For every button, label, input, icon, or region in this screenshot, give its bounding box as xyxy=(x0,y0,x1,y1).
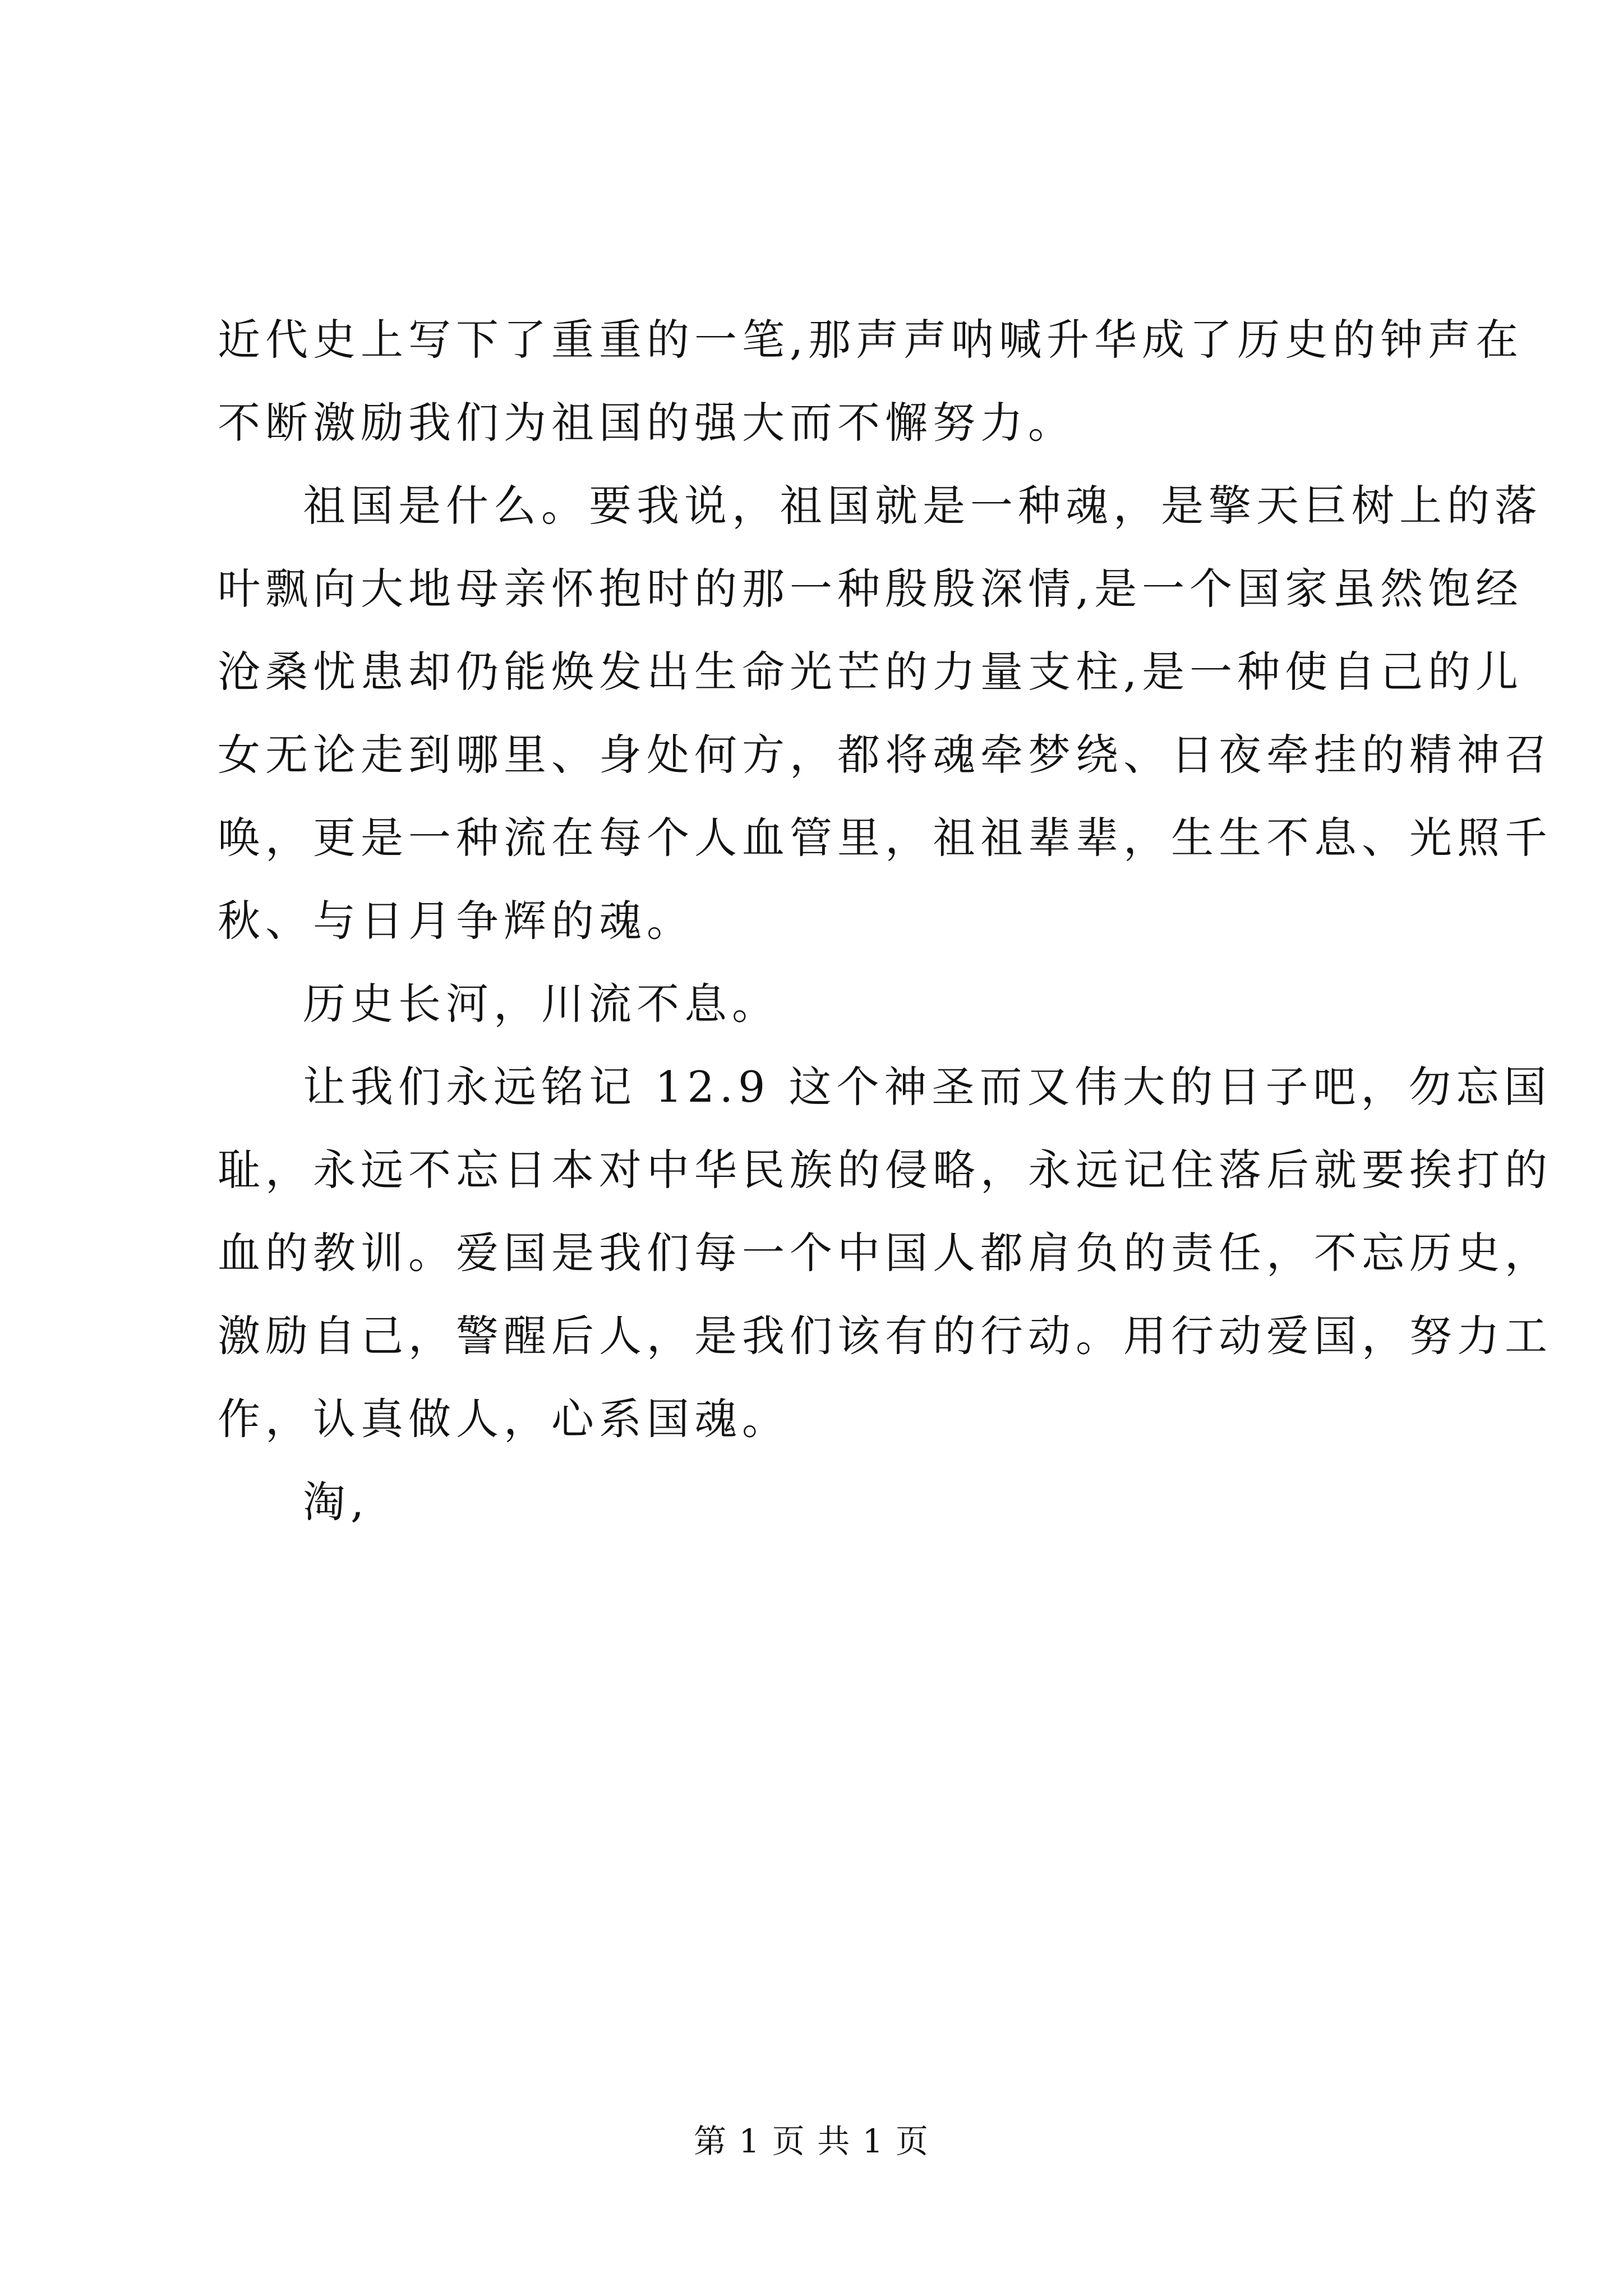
text-line: 秋、与日月争辉的魂。 xyxy=(218,896,694,946)
paragraph-start-line: 让我们永远铭记 12.9 这个神圣而又伟大的日子吧，勿忘国 xyxy=(303,1062,1552,1112)
page-number-label: 第 1 页 共 1 页 xyxy=(694,2122,929,2160)
page-footer xyxy=(0,2115,1623,2162)
paragraph-start-line: 历史长河，川流不息。 xyxy=(303,979,780,1029)
paragraph-start-line: 淘, xyxy=(303,1477,370,1527)
text-line: 叶飘向大地母亲怀抱时的那一种殷殷深情,是一个国家虽然饱经 xyxy=(218,564,1524,614)
text-line: 不断激励我们为祖国的强大而不懈努力。 xyxy=(218,398,1076,448)
text-line: 血的教训。爱国是我们每一个中国人都肩负的责任，不忘历史， xyxy=(218,1228,1552,1278)
text-line: 激励自己，警醒后人，是我们该有的行动。用行动爱国，努力工 xyxy=(218,1311,1552,1361)
text-line: 耻，永远不忘日本对中华民族的侵略，永远记住落后就要挨打的 xyxy=(218,1145,1552,1195)
text-line: 唤，更是一种流在每个人血管里，祖祖辈辈，生生不息、光照千 xyxy=(218,813,1552,863)
text-line: 近代史上写下了重重的一笔,那声声呐喊升华成了历史的钟声在 xyxy=(218,315,1524,365)
document-body xyxy=(218,298,1552,1544)
text-line: 作，认真做人，心系国魂。 xyxy=(218,1394,790,1444)
paragraph-start-line: 祖国是什么。要我说，祖国就是一种魂，是擎天巨树上的落 xyxy=(303,481,1542,531)
text-line: 沧桑忧患却仍能焕发出生命光芒的力量支柱,是一种使自己的儿 xyxy=(218,647,1524,697)
text-line: 女无论走到哪里、身处何方，都将魂牵梦绕、日夜牵挂的精神召 xyxy=(218,730,1552,780)
